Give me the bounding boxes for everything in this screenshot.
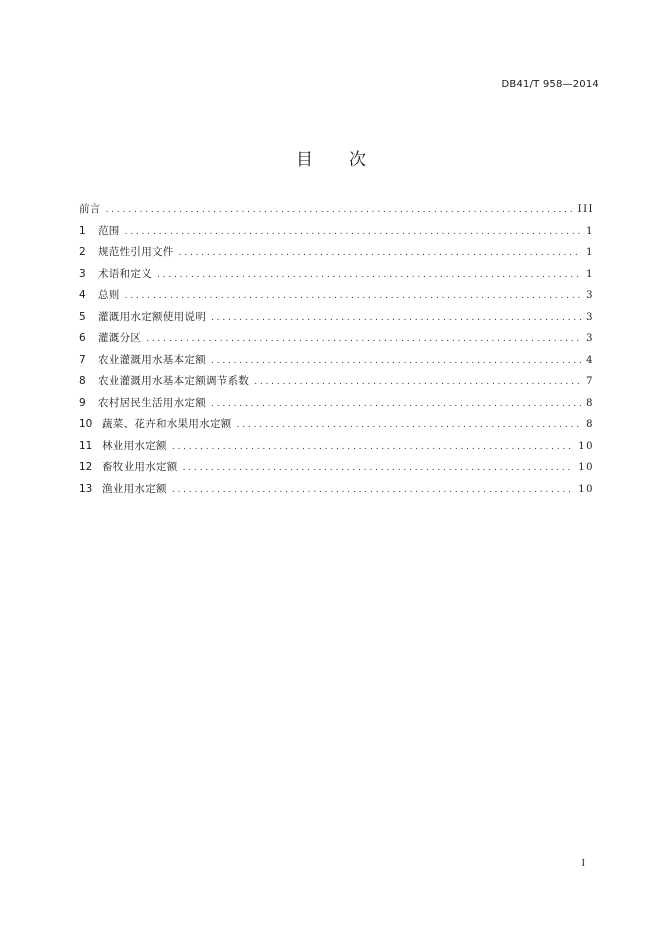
toc-entry-page: 3 (586, 333, 594, 344)
toc-entry-11[interactable] (79, 436, 594, 458)
toc-leader-dots (211, 394, 581, 416)
toc-entry-number: 1 (79, 224, 86, 237)
toc-entry-number: 5 (79, 310, 86, 323)
toc-entry-number: 8 (79, 375, 86, 387)
toc-entry-12[interactable] (79, 457, 594, 479)
toc-leader-dots (172, 437, 573, 459)
toc-entry-page: 10 (578, 483, 594, 495)
toc-entry-number: 6 (79, 332, 86, 344)
toc-entry-label: 总则 (98, 289, 120, 301)
toc-entry-label: 规范性引用文件 (98, 246, 174, 258)
toc-entry-page: 3 (586, 311, 594, 323)
toc-leader-dots (157, 265, 581, 287)
toc-entry-number: 12 (79, 461, 93, 473)
toc-entry-9[interactable] (79, 393, 594, 415)
toc-entry-number: 13 (79, 482, 93, 495)
toc-entry-number: 3 (79, 267, 86, 280)
toc-entry-label: 灌溉用水定额使用说明 (98, 310, 206, 323)
toc-entry-number: 11 (79, 439, 93, 452)
toc-leader-dots (237, 415, 581, 437)
toc-entry-label: 渔业用水定额 (102, 482, 167, 495)
toc-entry-page: 7 (586, 376, 594, 387)
toc-entry-page: 3 (586, 290, 594, 301)
toc-entry-label: 农业灌溉用水基本定额 (98, 353, 206, 366)
toc-entry-page: 10 (578, 462, 594, 473)
toc-entry-label: 农村居民生活用水定额 (98, 396, 206, 409)
toc-leader-dots (125, 222, 581, 244)
toc-leader-dots (211, 351, 581, 373)
toc-entry-page: 1 (586, 247, 594, 258)
toc-entry-label: 前言 (79, 203, 101, 215)
toc-entry-number: 2 (79, 246, 86, 258)
toc-leader-dots (125, 286, 581, 308)
toc-entry-5[interactable] (79, 307, 594, 329)
toc-entry-page: 8 (586, 419, 594, 430)
toc-leader-dots (146, 329, 581, 351)
toc-entry-label: 农业灌溉用水基本定额调节系数 (98, 375, 250, 387)
toc-leader-dots (172, 480, 573, 502)
toc-entry-3[interactable] (79, 264, 594, 286)
toc-entry-label: 术语和定义 (98, 267, 152, 280)
toc-entry-preface[interactable] (79, 199, 594, 221)
toc-entry-page: III (577, 204, 594, 215)
toc-entry-label: 蔬菜、花卉和水果用水定额 (102, 418, 232, 430)
document-code: DB41/T 958—2014 (501, 79, 599, 90)
footer-page-number: I (581, 858, 585, 869)
toc-entry-4[interactable] (79, 285, 594, 307)
toc-leader-dots (211, 308, 581, 330)
toc-leader-dots (254, 372, 581, 394)
toc-title: 目次 (296, 150, 402, 170)
toc-entry-7[interactable] (79, 350, 594, 372)
toc-entry-label: 畜牧业用水定额 (102, 461, 178, 473)
toc-entry-page: 8 (586, 397, 594, 409)
toc-entry-number: 7 (79, 353, 86, 366)
toc-entry-8[interactable] (79, 371, 594, 393)
toc-entry-label: 林业用水定额 (102, 439, 167, 452)
table-of-contents (79, 199, 594, 500)
toc-entry-number: 10 (79, 418, 93, 430)
toc-entry-6[interactable] (79, 328, 594, 350)
toc-entry-number: 4 (79, 289, 86, 301)
toc-entry-number: 9 (79, 396, 86, 409)
toc-entry-1[interactable] (79, 221, 594, 243)
toc-entry-10[interactable] (79, 414, 594, 436)
toc-entry-label: 灌溉分区 (98, 332, 142, 344)
toc-entry-page: 1 (586, 268, 594, 280)
toc-leader-dots (179, 243, 581, 265)
toc-entry-page: 1 (586, 225, 594, 237)
toc-entry-13[interactable] (79, 479, 594, 501)
toc-entry-label: 范围 (98, 224, 120, 237)
toc-leader-dots (106, 200, 573, 222)
toc-leader-dots (183, 458, 574, 480)
toc-entry-page: 4 (586, 354, 594, 366)
toc-entry-2[interactable] (79, 242, 594, 264)
toc-entry-page: 10 (578, 440, 594, 452)
